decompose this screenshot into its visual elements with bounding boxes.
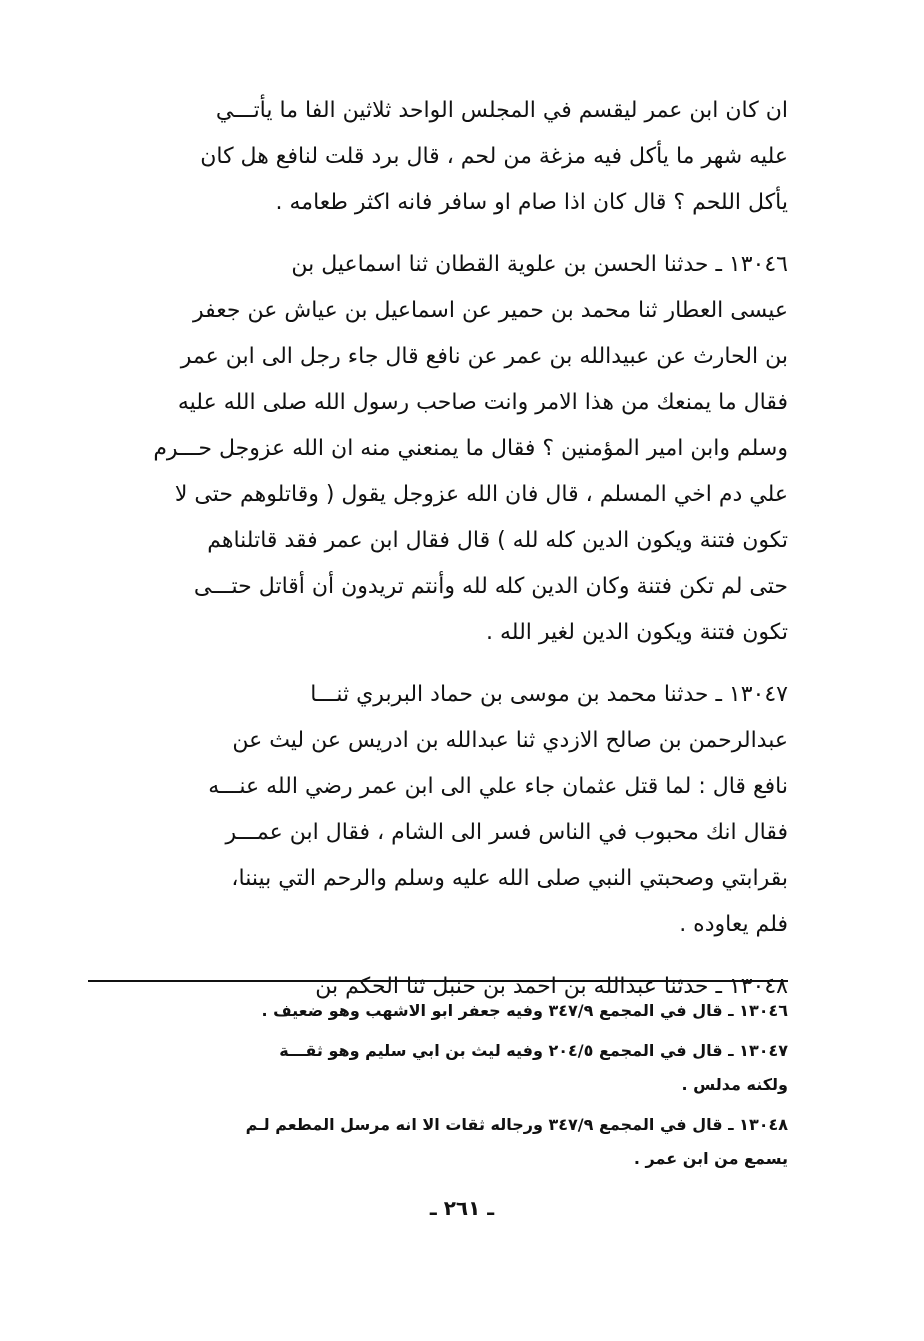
footnote-13046	[88, 994, 788, 1028]
text-line: فقال انك محبوب في الناس فسر الى الشام ، فقال ابن عمـــر	[225, 820, 788, 845]
footnote-line: ١٣٠٤٦ ـ قال في المجمع ٣٤٧/٩ وفيه جعفر ابو الاشهب وهو ضعيف .	[261, 1001, 788, 1020]
text-line: علي دم اخي المسلم ، قال فان الله عزوجل يقول ( وقاتلوهم حتى لا	[174, 482, 788, 507]
text-line: نافع قال : لما قتل عثمان جاء علي الى ابن عمر رضي الله عنـــه	[208, 774, 788, 799]
text-line: ١٣٠٤٦ ـ حدثنا الحسن بن علوية القطان ثنا اسماعيل بن	[291, 252, 788, 277]
footnote-line: ١٣٠٤٨ ـ قال في المجمع ٣٤٧/٩ ورجاله ثقات الا انه مرسل المطعم لـم	[245, 1115, 788, 1134]
text-line: يأكل اللحم ؟ قال كان اذا صام او سافر فانه اكثر طعامه .	[275, 190, 788, 215]
text-line: فقال ما يمنعك من هذا الامر وانت صاحب رسول الله صلى الله عليه	[177, 390, 788, 415]
text-line: بن الحارث عن عبيدالله بن عمر عن نافع قال جاء رجل الى ابن عمر	[180, 344, 788, 369]
hadith-13047	[88, 672, 788, 948]
text-line: بقرابتي وصحبتي النبي صلى الله عليه وسلم والرحم التي بيننا،	[231, 866, 788, 891]
hadith-13046	[88, 242, 788, 656]
text-line: ١٣٠٤٨ ـ حدثنا عبدالله بن احمد بن حنبل ثنا الحكم بن	[315, 974, 788, 999]
text-line: حتى لم تكن فتنة وكان الدين كله لله وأنتم تريدون أن أقاتل حتـــى	[193, 574, 788, 599]
footnote-line: ولكنه مدلس .	[681, 1075, 788, 1094]
text-line: تكون فتنة ويكون الدين لغير الله .	[486, 620, 788, 645]
text-line: عيسى العطار ثنا محمد بن حمير عن اسماعيل بن عياش عن جعفر	[193, 298, 788, 323]
paragraph-intro	[88, 88, 788, 226]
footnotes	[88, 994, 788, 1182]
footnote-separator	[88, 980, 788, 982]
text-line: عليه شهر ما يأكل فيه مزغة من لحم ، قال برد قلت لنافع هل كان	[200, 144, 788, 169]
text-line: وسلم وابن امير المؤمنين ؟ فقال ما يمنعني منه ان الله عزوجل حـــرم	[153, 436, 788, 461]
text-line: ان كان ابن عمر ليقسم في المجلس الواحد ثلاثين الفا ما يأتـــي	[215, 98, 788, 123]
page-number: ـ ٢٦١ ـ	[429, 1196, 495, 1220]
text-line: فلم يعاوده .	[679, 912, 788, 937]
main-text	[88, 88, 788, 999]
footnote-13047	[88, 1034, 788, 1102]
footnote-line: يسمع من ابن عمر .	[633, 1149, 788, 1168]
footnote-13048	[88, 1108, 788, 1176]
text-line: عبدالرحمن بن صالح الازدي ثنا عبدالله بن ادريس عن ليث عن	[232, 728, 788, 753]
text-line: ١٣٠٤٧ ـ حدثنا محمد بن موسى بن حماد البربري ثنـــا	[310, 682, 788, 707]
footnote-line: ١٣٠٤٧ ـ قال في المجمع ٢٠٤/٥ وفيه ليث بن ابي سليم وهو ثقـــة	[279, 1041, 788, 1060]
text-line: تكون فتنة ويكون الدين كله لله ) قال فقال ابن عمر فقد قاتلناهم	[207, 528, 788, 553]
